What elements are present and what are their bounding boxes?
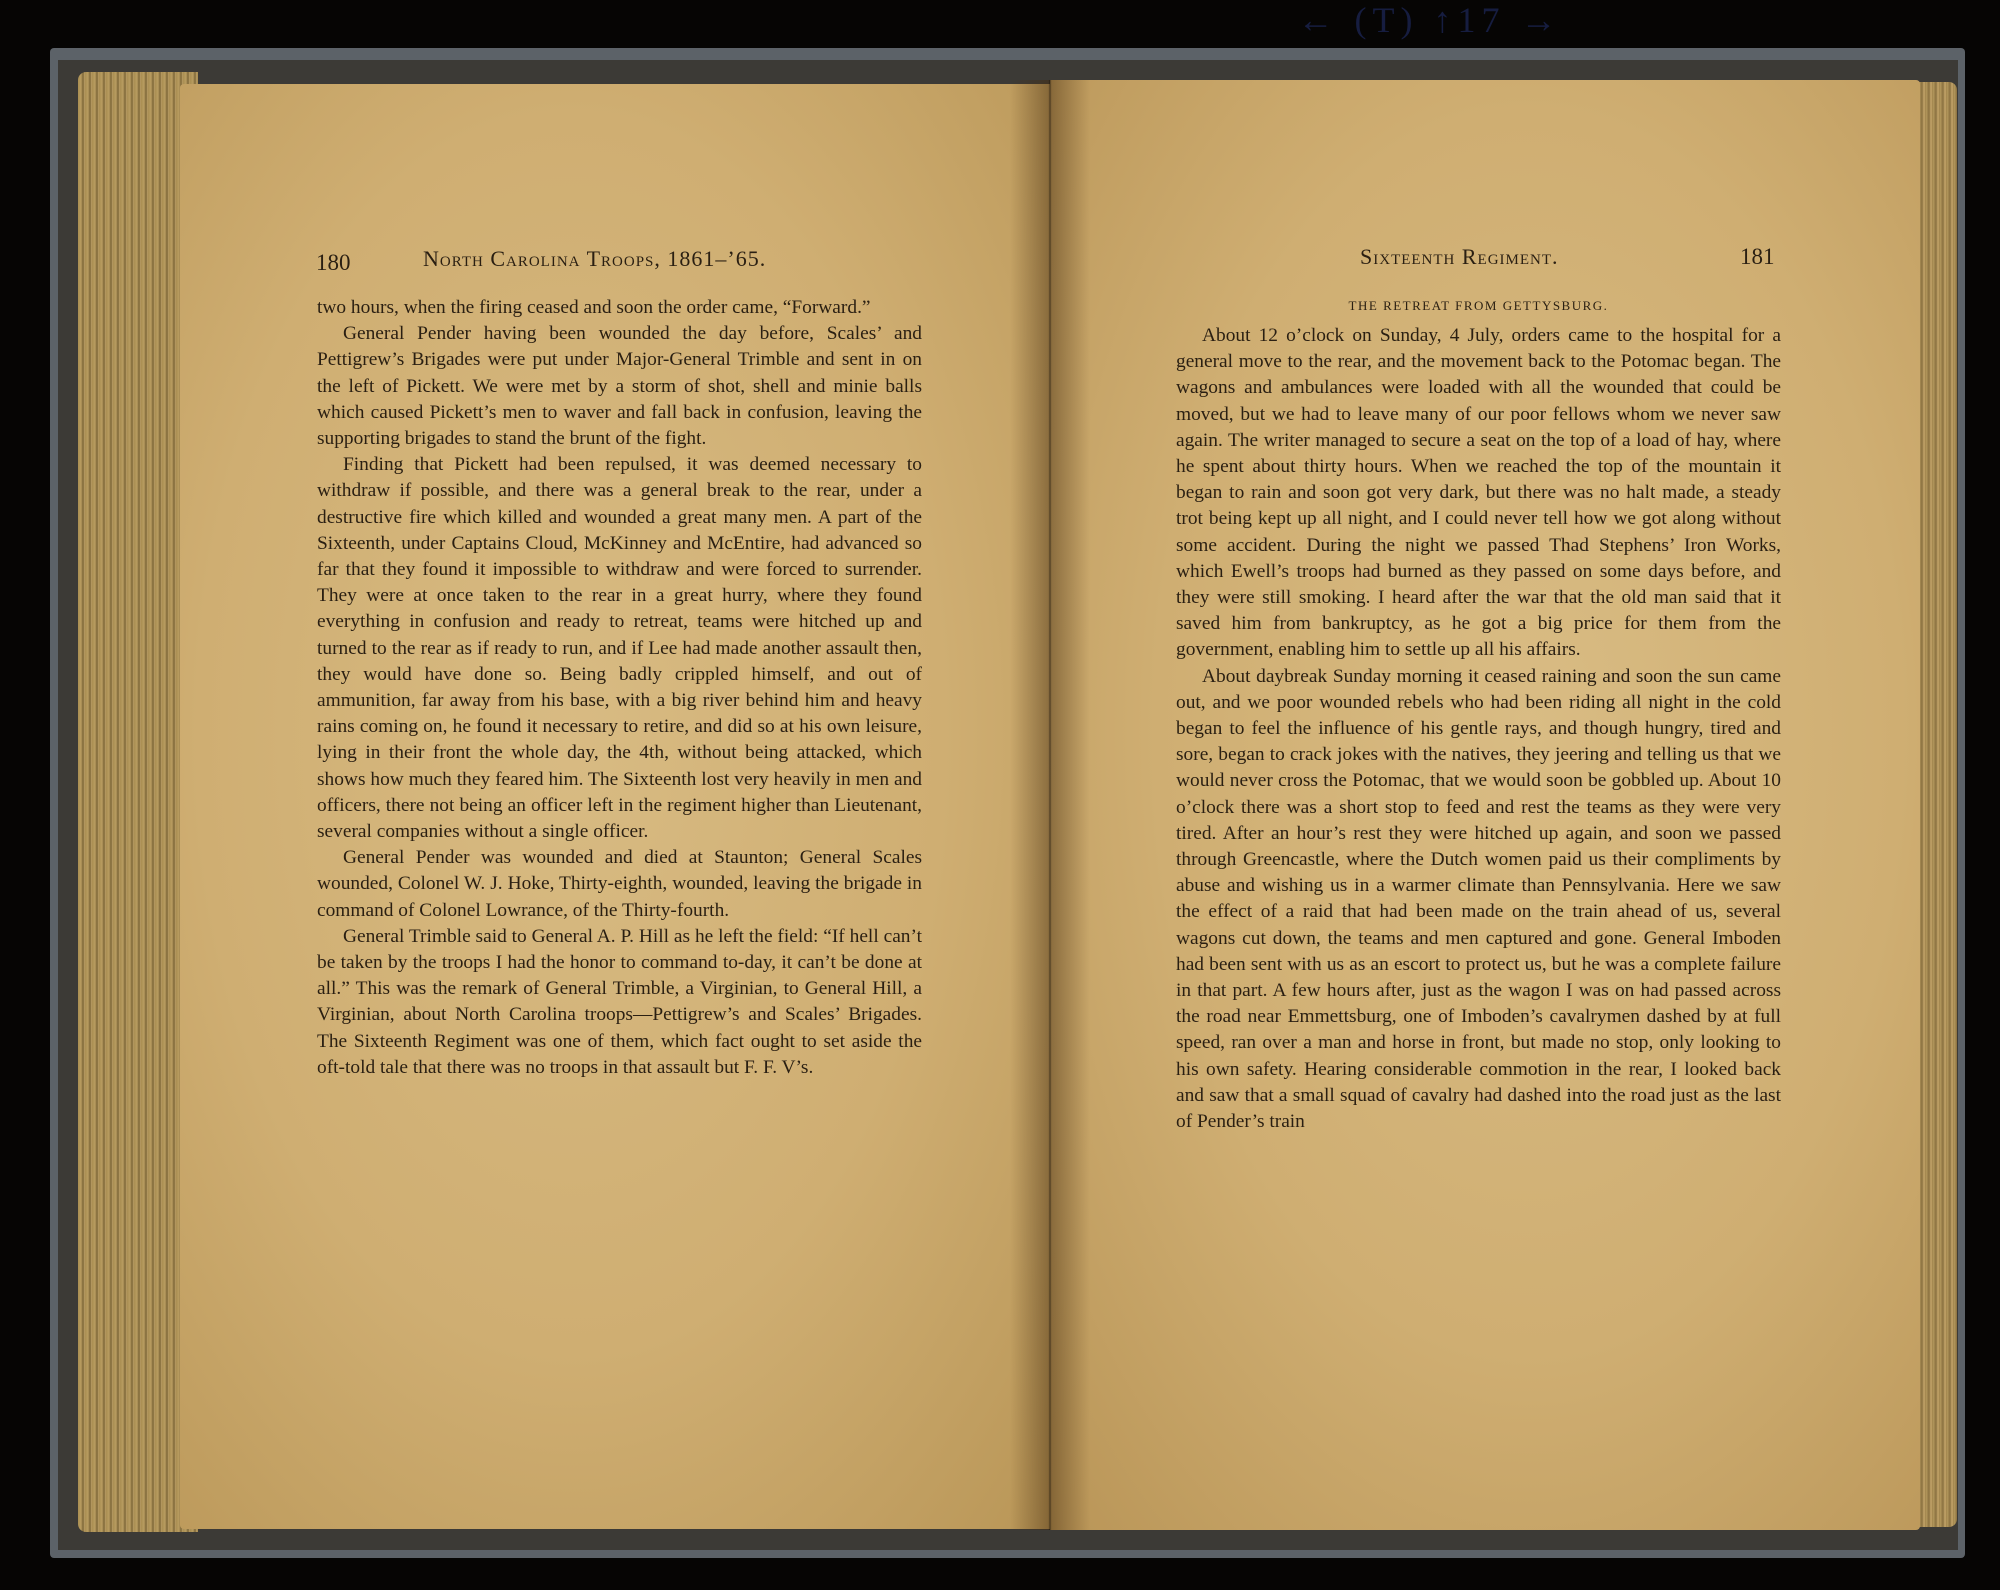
right-running-head: Sixteenth Regiment.	[1360, 244, 1559, 269]
right-page-text	[1176, 323, 1781, 1135]
paragraph: two hours, when the firing ceased and soon the order came, “Forward.”	[317, 297, 871, 318]
left-page-text	[317, 295, 922, 1081]
left-page	[180, 84, 1050, 1529]
paragraph: General Trimble said to General A. P. Hill as he left the field: “If hell can’t be taken by the troops I had the honor to command to-day, it can’t be done at all.” This was the remark of General Trimble, a Virginian, to General Hill, a Virginian, about North Carolina troops—Pettigrew’s and Scales’ Brigades. The Sixteenth Regiment was one of them, which fact ought to set aside the oft-told tale that there was no troops in that assault but F. F. V’s.	[317, 925, 922, 1078]
left-page-number: 180	[316, 250, 351, 275]
page-tab-marker: ← (T) ↑17 →	[1297, 0, 1563, 40]
paragraph: Finding that Pickett had been repulsed, it was deemed necessary to withdraw if possible, and there was a general break to the rear, under a destructive fire which killed and wounded a great many men. A part of the Sixteenth, under Captains Cloud, McKinney and McEntire, had advanced so far that they found it impossible to withdraw and were forced to surrender. They were at once taken to the rear in a great hurry, where they found everything in confusion and ready to retreat, teams were hitched up and turned to the rear as if ready to run, and if Lee had made another assault then, they would have done so. Being badly crippled himself, and out of ammunition, far away from his base, with a big river behind him and heavy rains coming on, he found it necessary to retire, and did so at his own leisure, lying in their front the whole day, the 4th, without being attacked, which shows how much they feared him. The Sixteenth lost very heavily in men and officers, there not being an officer left in the regiment higher than Lieutenant, several companies without a single officer.	[317, 454, 922, 843]
paragraph: About daybreak Sunday morning it ceased raining and soon the sun came out, and we poor wounded rebels who had been riding all night in the cold began to feel the influence of his gentle rays, and though hungry, tired and sore, began to crack jokes with the natives, they jeering and telling us that we would never cross the Potomac, that we would soon be gobbled up. About 10 o’clock there was a short stop to feed and rest the teams as they were very tired. After an hour’s rest they were hitched up again, and soon we passed through Greencastle, where the Dutch women paid us their compliments by abuse and wishing us in a warmer climate than Pennsylvania. Here we saw the effect of a raid that had been made on the train ahead of us, several wagons cut down, the teams and men captured and gone. General Imboden had been sent with us as an escort to protect us, but he was a complete failure in that part. A few hours after, just as the wagon I was on had passed across the road near Emmettsburg, one of Imboden’s cavalrymen dashed by at full speed, ran over a man and horse in front, but made no stop, only looking to his own safety. Hearing considerable commotion in the rear, I looked back and saw that a small squad of cavalry had dashed into the road just as the last of Pender’s train	[1176, 665, 1781, 1133]
paragraph: About 12 o’clock on Sunday, 4 July, orders came to the hospital for a general move to the rear, and the movement back to the Potomac began. The wagons and ambulances were loaded with all the wounded that could be moved, but we had to leave many of our poor fellows whom we never saw again. The writer managed to secure a seat on the top of a load of hay, where he spent about thirty hours. When we reached the top of the mountain it began to rain and soon got very dark, but there was no halt made, a steady trot being kept up all night, and I could never tell how we got along without some accident. During the night we passed Thad Stephens’ Iron Works, which Ewell’s troops had burned as they passed on some days before, and they were still smoking. I heard after the war that the old man said that it saved him from bankruptcy, as he got a big price for them from the government, enabling him to settle up all his affairs.	[1176, 325, 1781, 661]
paragraph: General Pender was wounded and died at Staunton; General Scales wounded, Colonel W. J. Hoke, Thirty-eighth, wounded, leaving the brigade in command of Colonel Lowrance, of the Thirty-fourth.	[317, 847, 922, 921]
section-title: THE RETREAT FROM GETTYSBURG.	[1348, 298, 1609, 313]
book-gutter	[1010, 80, 1090, 1530]
right-page-number: 181	[1740, 244, 1775, 269]
paragraph: General Pender having been wounded the day before, Scales’ and Pettigrew’s Brigades were put under Major-General Trimble and sent in on the left of Pickett. We were met by a storm of shot, shell and minie balls which caused Pickett’s men to waver and fall back in confusion, leaving the supporting brigades to stand the brunt of the fight.	[317, 323, 922, 450]
left-running-head: North Carolina Troops, 1861–’65.	[423, 246, 767, 271]
right-page	[1050, 80, 1920, 1530]
